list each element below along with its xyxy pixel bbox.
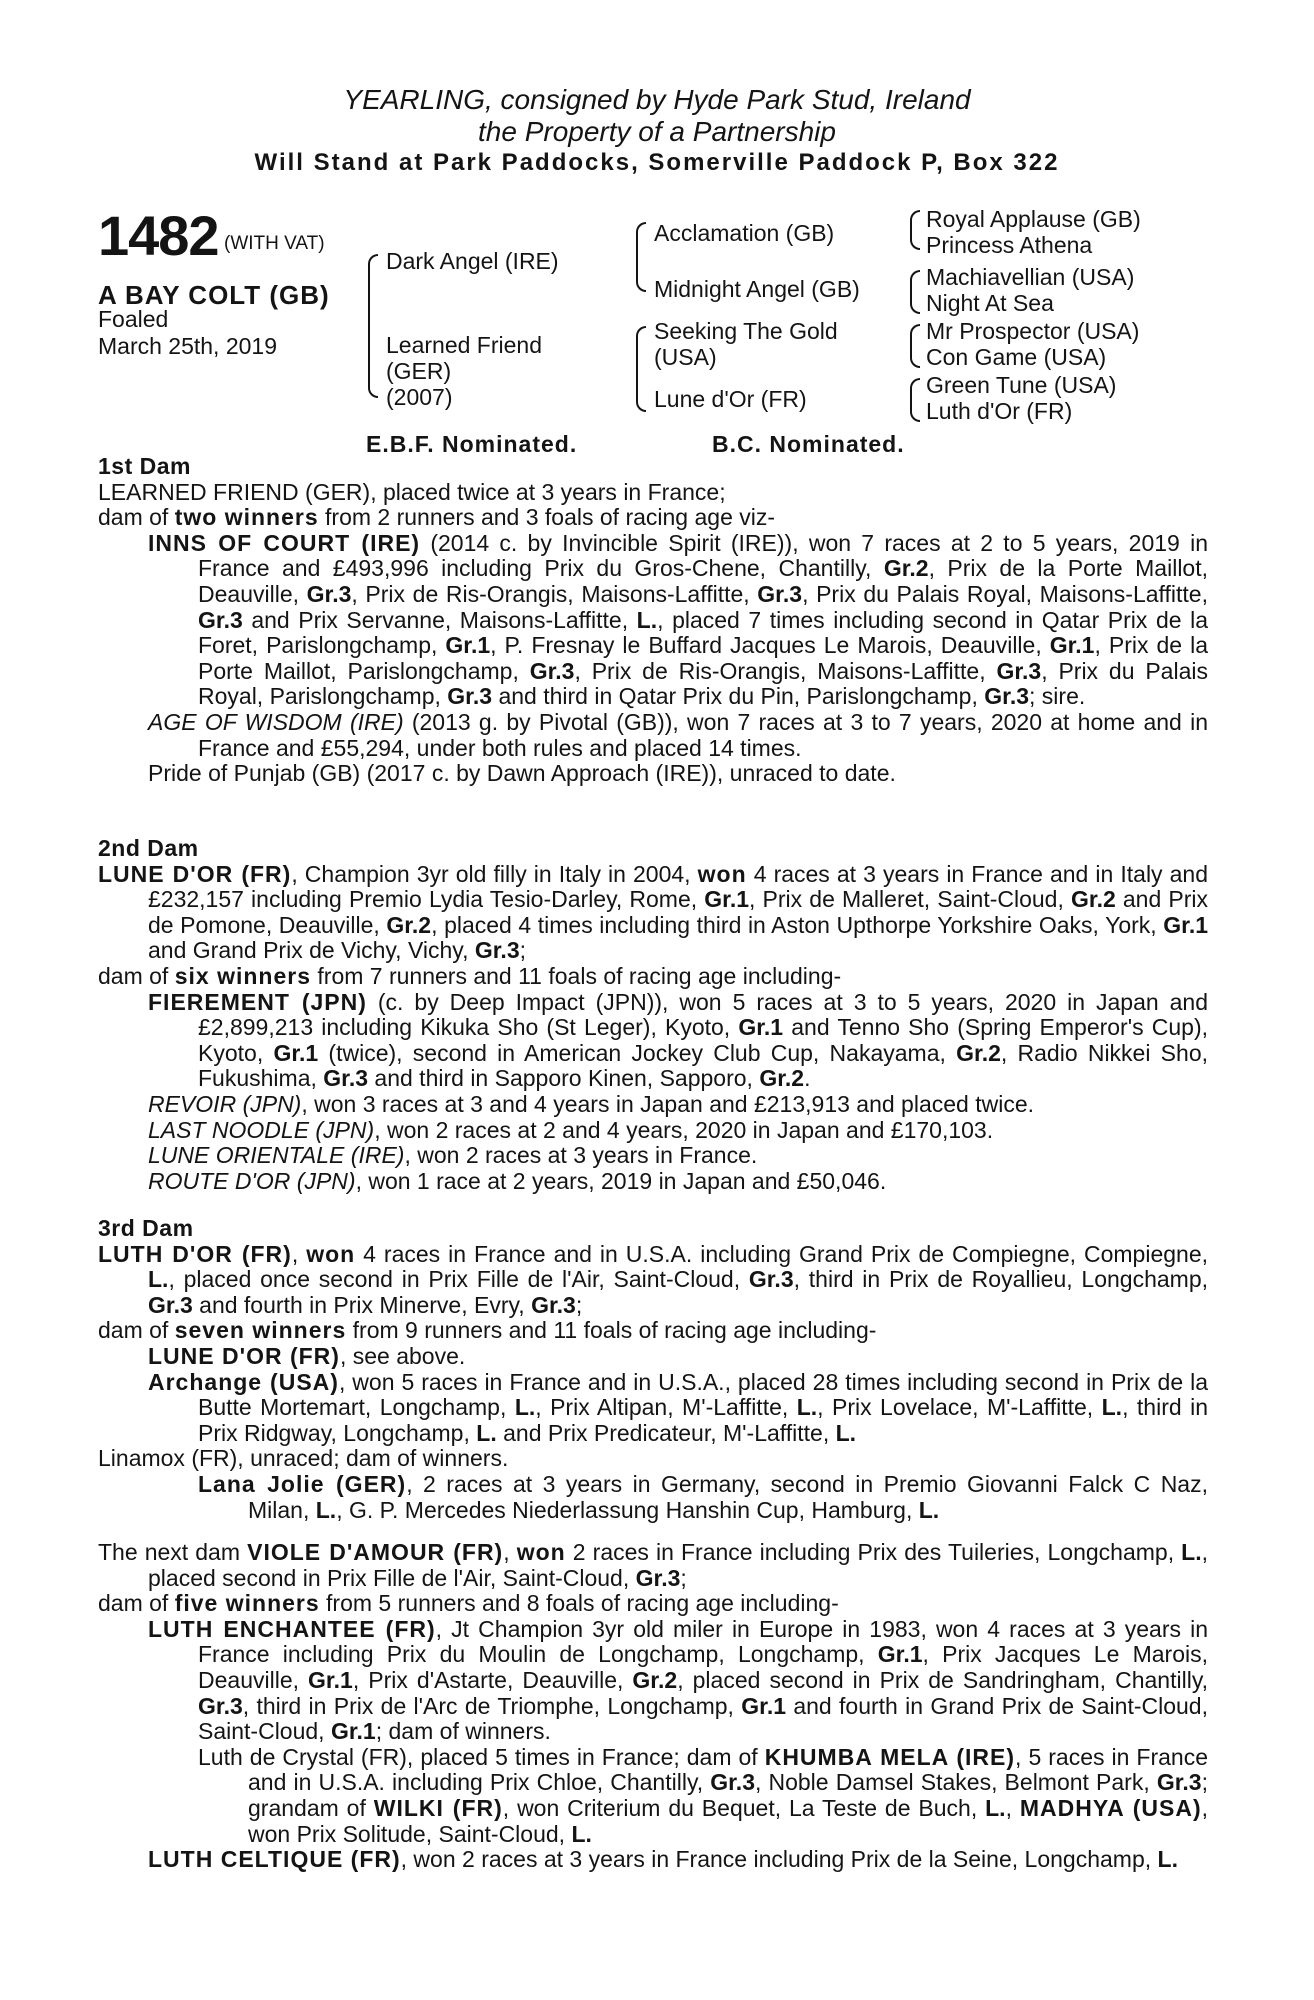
first-dam-intro: LEARNED FRIEND (GER), placed twice at 3 years in France; xyxy=(98,478,726,505)
pedigree-ds-dam: Con Game (USA) xyxy=(926,344,1107,370)
pedigree-dam-country: (GER) xyxy=(386,358,452,384)
pedigree-brace-sire xyxy=(636,222,646,292)
pedigree-dam-sire-name: Seeking The Gold xyxy=(654,318,838,344)
second-dam-record: LUNE D'OR (FR), Champion 3yr old filly in Italy in 2004, won 4 races at 3 years in France and in Italy and £232,157 including Premio Lydia Tesio-Darley, Rome, Gr.1, Prix de Malleret, Saint-Cloud, Gr.2 and Prix de Pomone, Deauville, Gr.2, placed 4 times including third in Aston Upthorpe Yorkshire Oaks, York, Gr.1 and Grand Prix de Vichy, Vichy, Gr.3; xyxy=(98,860,1209,964)
foaled-label: Foaled xyxy=(98,306,169,332)
progeny-lune-dor: LUNE D'OR (FR), see above. xyxy=(148,1342,466,1369)
pedigree-ss-dam: Princess Athena xyxy=(926,232,1093,258)
progeny-name: INNS OF COURT (IRE) xyxy=(148,529,421,556)
ebf-nominated: E.B.F. Nominated. xyxy=(366,431,578,457)
bc-nominated: B.C. Nominated. xyxy=(712,431,905,457)
vat-note: (WITH VAT) xyxy=(224,233,325,254)
pedigree-brace-ss xyxy=(910,210,920,250)
pedigree-sire-sire: Acclamation (GB) xyxy=(654,220,835,246)
pedigree-dd-sire: Green Tune (USA) xyxy=(926,372,1117,398)
third-dam-produce-summary: dam of seven winners from 9 runners and 11 foals of racing age including- xyxy=(98,1317,877,1344)
progeny-revoir: REVOIR (JPN), won 3 races at 3 and 4 years in Japan and £213,913 and placed twice. xyxy=(148,1090,1035,1117)
third-dam-title: 3rd Dam xyxy=(98,1215,194,1241)
progeny-fierement: FIEREMENT (JPN) (c. by Deep Impact (JPN)), won 5 races at 3 to 5 years, 2020 in Japan and £2,899,213 including Kikuka Sho (St Leger), Kyoto, Gr.1 and Tenno Sho (Spring Emperor's Cup), Kyoto, Gr.1 (twice), second in American Jockey Club Cup, Nakayama, Gr.2, Radio Nikkei Sho, Fukushima, Gr.3 and third in Sapporo Kinen, Sapporo, Gr.2. xyxy=(148,988,1208,1092)
first-dam-section xyxy=(98,454,1208,787)
progeny-inns-of-court: INNS OF COURT (IRE) (2014 c. by Invincible Spirit (IRE)), won 7 races at 2 to 5 years, 2019 in France and £493,996 including Prix du Gros-Chene, Chantilly, Gr.2, Prix de la Porte Maillot, Deauville, Gr.3, Prix de Ris-Orangis, Maisons-Laffitte, Gr.3, Prix du Palais Royal, Maisons-Laffitte, Gr.3 and Prix Servanne, Maisons-Laffitte, L., placed 7 times including second in Qatar Prix de la Foret, Parislongchamp, Gr.1, P. Fresnay le Buffard Jacques Le Marois, Deauville, Gr.1, Prix de la Porte Maillot, Parislongchamp, Gr.3, Prix de Ris-Orangis, Maisons-Laffitte, Gr.3, Prix du Palais Royal, Parislongchamp, Gr.3 and third in Qatar Prix du Pin, Parislongchamp, Gr.3; sire. xyxy=(148,529,1209,710)
progeny-lune-orientale: LUNE ORIENTALE (IRE), won 2 races at 3 years in France. xyxy=(148,1142,758,1169)
third-dam-record: LUTH D'OR (FR), won 4 races in France and in U.S.A. including Grand Prix de Compiegne, Compiegne, L., placed once second in Prix Fille de l'Air, Saint-Cloud, Gr.3, third in Prix de Royallieu, Longchamp, Gr.3 and fourth in Prix Minerve, Evry, Gr.3; xyxy=(98,1240,1209,1318)
second-dam-section xyxy=(98,836,1208,1194)
progeny-age-of-wisdom: AGE OF WISDOM (IRE) (2013 g. by Pivotal (GB)), won 7 races at 3 to 7 years, 2020 at home and in France and £55,294, under both rules and placed 14 times. xyxy=(148,708,1208,761)
pedigree-ss-sire: Royal Applause (GB) xyxy=(926,206,1141,232)
progeny-route-dor: ROUTE D'OR (JPN), won 1 race at 2 years, 2019 in Japan and £50,046. xyxy=(148,1167,887,1194)
pedigree-dd-dam: Luth d'Or (FR) xyxy=(926,398,1073,424)
next-dam-record: The next dam VIOLE D'AMOUR (FR), won 2 races in France including Prix des Tuileries, Longchamp, L., placed second in Prix Fille de l'Air, Saint-Cloud, Gr.3; xyxy=(98,1539,1209,1591)
next-dam-section xyxy=(98,1540,1208,1873)
second-dam-produce-summary: dam of six winners from 7 runners and 11 foals of racing age including- xyxy=(98,962,842,989)
lot-number: 1482 xyxy=(98,204,219,267)
pedigree-dam-name: Learned Friend xyxy=(386,332,542,358)
property-line: the Property of a Partnership xyxy=(478,116,836,147)
pedigree-sire: Dark Angel (IRE) xyxy=(386,248,559,274)
progeny-lana-jolie: Lana Jolie (GER), 2 races at 3 years in Germany, second in Premio Giovanni Falck C Naz, Milan, L., G. P. Mercedes Niederlassung Hanshin Cup, Hamburg, L. xyxy=(198,1470,1208,1523)
consignor-line: YEARLING, consigned by Hyde Park Stud, Ireland xyxy=(343,84,971,115)
pedigree-dam-dam: Lune d'Or (FR) xyxy=(654,386,807,412)
pedigree-brace-ds xyxy=(910,324,920,368)
pedigree-sd-sire: Machiavellian (USA) xyxy=(926,264,1135,290)
pedigree-sd-dam: Night At Sea xyxy=(926,290,1054,316)
first-dam-produce-summary: dam of two winners from 2 runners and 3 foals of racing age viz- xyxy=(98,504,776,531)
progeny-luth-enchantee: LUTH ENCHANTEE (FR), Jt Champion 3yr old miler in Europe in 1983, won 4 races at 3 years in France including Prix du Moulin de Longchamp, Longchamp, Gr.1, Prix Jacques Le Marois, Deauville, Gr.1, Prix d'Astarte, Deauville, Gr.2, placed second in Prix de Sandringham, Chantilly, Gr.3, third in Prix de l'Arc de Triomphe, Longchamp, Gr.1 and fourth in Grand Prix de Saint-Cloud, Saint-Cloud, Gr.1; dam of winners. xyxy=(148,1615,1208,1745)
pedigree-dam-year: (2007) xyxy=(386,384,453,410)
pedigree-brace-dd xyxy=(910,378,920,422)
stabling-line: Will Stand at Park Paddocks, Somerville Paddock P, Box 322 xyxy=(254,149,1060,176)
progeny-pride-of-punjab: Pride of Punjab (GB) (2017 c. by Dawn Approach (IRE)), unraced to date. xyxy=(148,760,896,787)
pedigree-ds-sire: Mr Prospector (USA) xyxy=(926,318,1140,344)
lot-description: A BAY COLT (GB) xyxy=(98,280,330,310)
pedigree-brace-gen1 xyxy=(368,254,378,398)
progeny-luth-de-crystal: Luth de Crystal (FR), placed 5 times in France; dam of KHUMBA MELA (IRE), 5 races in France and in U.S.A. including Prix Chloe, Chantilly, Gr.3, Noble Damsel Stakes, Belmont Park, Gr.3; grandam of WILKI (FR), won Criterium du Bequet, La Teste de Buch, L., MADHYA (USA), won Prix Solitude, Saint-Cloud, L. xyxy=(198,1743,1208,1847)
pedigree-sire-dam: Midnight Angel (GB) xyxy=(654,276,860,302)
foaled-date: March 25th, 2019 xyxy=(98,333,278,359)
pedigree-brace-sd xyxy=(910,270,920,314)
third-dam-section xyxy=(98,1216,1208,1523)
progeny-last-noodle: LAST NOODLE (JPN), won 2 races at 2 and 4 years, 2020 in Japan and £170,103. xyxy=(148,1116,994,1143)
next-dam-produce-summary: dam of five winners from 5 runners and 8 foals of racing age including- xyxy=(98,1590,839,1617)
first-dam-title: 1st Dam xyxy=(98,453,191,479)
progeny-luth-celtique: LUTH CELTIQUE (FR), won 2 races at 3 years in France including Prix de la Seine, Longchamp, L. xyxy=(148,1846,1178,1873)
pedigree-brace-dam xyxy=(636,326,646,412)
progeny-archange: Archange (USA), won 5 races in France and in U.S.A., placed 28 times including second in Prix de la Butte Mortemart, Longchamp, L., Prix Altipan, M'-Laffitte, L., Prix Lovelace, M'-Laffitte, L., third in Prix Ridgway, Longchamp, L. and Prix Predicateur, M'-Laffitte, L. xyxy=(148,1368,1208,1446)
second-dam-title: 2nd Dam xyxy=(98,835,199,861)
pedigree-dam-sire-country: (USA) xyxy=(654,344,717,370)
progeny-linamox: Linamox (FR), unraced; dam of winners. xyxy=(98,1445,509,1472)
